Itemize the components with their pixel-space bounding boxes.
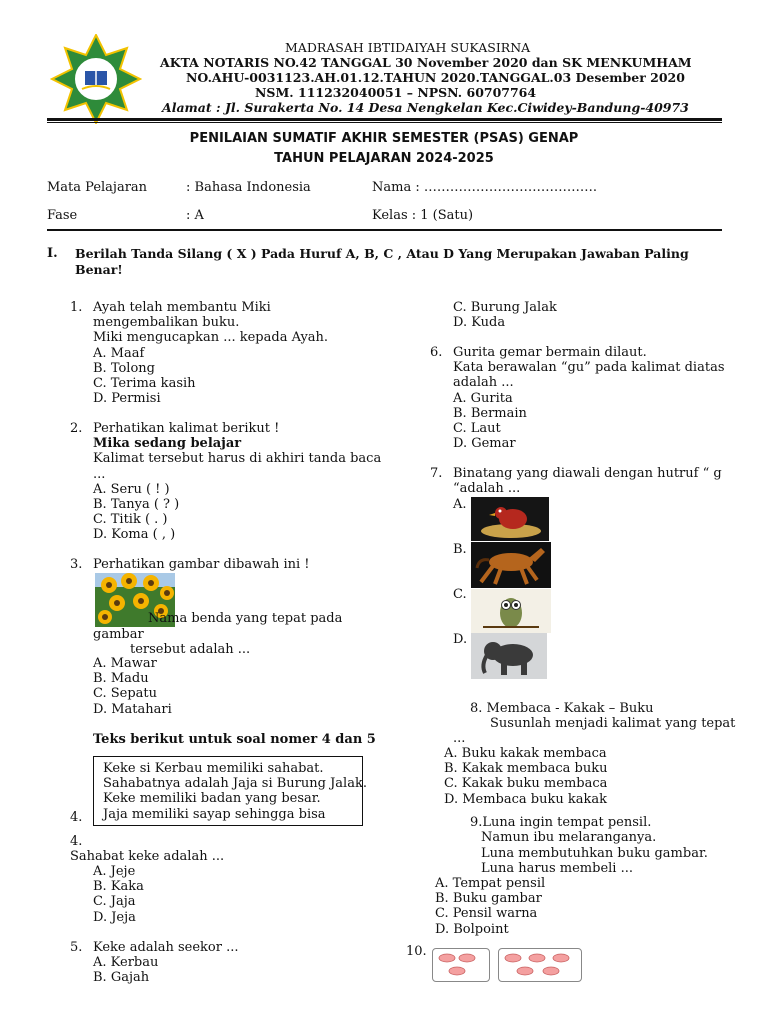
option-c[interactable]: C. Jaja — [93, 894, 136, 910]
question-5 — [70, 940, 239, 986]
question-number: 4. — [70, 810, 83, 825]
question-text: Ayah telah membantu Miki — [93, 300, 271, 315]
option-a[interactable]: A. Jeje — [93, 864, 136, 879]
reading-text-box — [93, 756, 367, 826]
question-text: Gurita gemar bermain dilaut. — [453, 345, 647, 360]
option-c[interactable]: C. Terima kasih — [93, 376, 196, 392]
option-b[interactable]: B. Madu — [93, 671, 149, 687]
option-c[interactable]: C. Pensil warna — [435, 906, 538, 922]
section-instruction: Berilah Tanda Silang ( X ) Pada Huruf A, B, C , Atau D Yang Merupakan Jawaban Paling — [75, 246, 689, 261]
question-number: 7. — [430, 466, 443, 481]
kelas-field: Kelas : 1 (Satu) — [372, 208, 474, 223]
example-sentence: Mika sedang belajar — [93, 436, 242, 452]
nsm-npsn: NSM. 111232040051 – NPSN. 60707764 — [255, 85, 537, 100]
option-c[interactable]: C. Sepatu — [93, 686, 158, 702]
question-text: Kata berawalan “gu” pada kalimat diatas — [453, 360, 725, 376]
option-a[interactable]: A. Tempat pensil — [435, 876, 546, 891]
bird-on-nest-icon — [471, 497, 549, 541]
question-text: ... — [93, 466, 106, 482]
mapel-label: Mata Pelajaran — [47, 180, 148, 195]
fase-value: : A — [186, 208, 204, 223]
question-text: ... — [453, 731, 466, 746]
option-c[interactable]: C. — [453, 587, 467, 602]
question-number: 5. — [70, 940, 83, 955]
question-text: “adalah ... — [453, 481, 521, 497]
question-3-options — [93, 656, 172, 717]
option-b[interactable]: B. Gajah — [93, 970, 150, 986]
option-b[interactable]: B. Tanya ( ? ) — [93, 497, 180, 513]
school-address: Alamat : Jl. Surakerta No. 14 Desa Nengkelan Kec.Ciwidey-Bandung-40973 — [162, 100, 689, 115]
akta-notaris: AKTA NOTARIS NO.42 TANGGAL 30 November 2020 dan SK MENKUMHAM — [160, 55, 692, 70]
option-a[interactable]: A. Mawar — [93, 656, 157, 671]
reading-line: Keke si Kerbau memiliki sahabat. — [103, 761, 324, 776]
question-text: adalah ... — [453, 375, 514, 391]
option-a[interactable]: A. Gurita — [453, 390, 513, 406]
option-a[interactable]: A. Maaf — [93, 345, 145, 361]
option-c[interactable]: C. Burung Jalak — [453, 300, 557, 315]
option-d[interactable]: D. Matahari — [93, 701, 172, 717]
question-9-options — [435, 876, 545, 937]
horse-icon — [471, 542, 551, 588]
question-text: Namun ibu melaranganya. — [481, 830, 657, 845]
school-logo — [50, 34, 142, 124]
question-number: 2. — [70, 421, 83, 436]
question-text: mengembalikan buku. — [93, 315, 240, 331]
question-text: Luna membutuhkan buku gambar. — [481, 846, 708, 861]
option-b[interactable]: B. Tolong — [93, 360, 155, 376]
option-a[interactable]: A. Kerbau — [93, 955, 159, 971]
option-b[interactable]: B. Kakak membaca buku — [444, 761, 608, 777]
question-9-text: 9.Luna ingin tempat pensil. — [470, 815, 652, 830]
question-3 — [70, 557, 310, 572]
option-b[interactable]: B. Kaka — [93, 879, 144, 895]
reading-line: Sahabatnya adalah Jaja si Burung Jalak. — [103, 776, 367, 792]
exam-year: TAHUN PELAJARAN 2024-2025 — [274, 151, 494, 166]
question-6 — [430, 345, 725, 451]
option-c[interactable]: C. Laut — [453, 421, 501, 437]
fase-label: Fase — [47, 208, 78, 223]
header-divider-thin — [47, 122, 722, 123]
option-b[interactable]: B. Bermain — [453, 405, 527, 421]
nama-field: Nama : …………………………………. — [372, 180, 597, 195]
question-2 — [70, 421, 381, 543]
question-number: 10. — [406, 944, 427, 959]
option-d[interactable]: D. Permisi — [93, 391, 161, 407]
question-text: Keke adalah seekor ... — [93, 940, 239, 955]
mapel-value: : Bahasa Indonesia — [186, 180, 311, 195]
elephant-icon — [471, 633, 547, 679]
option-b[interactable]: B. — [453, 542, 467, 557]
option-a[interactable]: A. Buku kakak membaca — [444, 746, 607, 761]
owl-icon — [471, 589, 551, 633]
option-c[interactable]: C. Titik ( . ) — [93, 512, 168, 528]
option-d[interactable]: D. Gemar — [453, 436, 516, 452]
question-1 — [70, 300, 328, 406]
option-d[interactable]: D. Membaca buku kakak — [444, 791, 608, 807]
option-d[interactable]: D. Kuda — [453, 315, 506, 331]
reading-line: Jaja memiliki sayap sehingga bisa — [103, 806, 326, 822]
question-text: Kalimat tersebut harus di akhiri tanda baca — [93, 451, 382, 467]
option-d[interactable]: D. Jeja — [93, 909, 136, 925]
option-d[interactable]: D. Bolpoint — [435, 921, 509, 937]
question-text: Binatang yang diawali dengan hutruf “ g — [453, 466, 722, 481]
question-text: Luna harus membeli ... — [481, 861, 633, 876]
candy-group-icon — [498, 948, 582, 982]
exam-title: PENILAIAN SUMATIF AKHIR SEMESTER (PSAS) GENAP — [189, 131, 579, 146]
question-text: Sahabat keke adalah ... — [70, 849, 225, 864]
question-text: gambar — [93, 627, 144, 642]
question-number: 4. — [70, 834, 83, 849]
question-text: Miki mengucapkan ... kepada Ayah. — [93, 330, 329, 346]
option-d[interactable]: D. — [453, 632, 468, 647]
question-7 — [430, 466, 722, 496]
question-4-options — [93, 864, 144, 925]
question-5-options-cont — [453, 300, 557, 330]
option-a[interactable]: A. — [453, 497, 467, 512]
candy-group-icon — [432, 948, 490, 982]
question-text: Perhatikan kalimat berikut ! — [93, 421, 280, 436]
question-text: Perhatikan gambar dibawah ini ! — [93, 557, 310, 572]
no-ahu: NO.AHU-0031123.AH.01.12.TAHUN 2020.TANGGAL.03 Desember 2020 — [186, 70, 685, 85]
question-number: 3. — [70, 557, 83, 572]
question-number: 1. — [70, 300, 83, 315]
option-c[interactable]: C. Kakak buku membaca — [444, 776, 608, 792]
question-8-text: 8. Membaca - Kakak – Buku — [470, 701, 654, 716]
header-divider — [47, 118, 722, 121]
info-divider — [47, 229, 722, 231]
option-d[interactable]: D. Koma ( , ) — [93, 527, 176, 543]
school-name: MADRASAH IBTIDAIYAH SUKASIRNA — [285, 40, 531, 55]
reading-line: Keke memiliki badan yang besar. — [103, 791, 321, 807]
section-instruction-cont: Benar! — [75, 262, 123, 277]
section-number: I. — [47, 246, 58, 261]
question-8-options — [444, 746, 607, 807]
reading-heading: Teks berikut untuk soal nomer 4 dan 5 — [93, 732, 376, 747]
option-a[interactable]: A. Seru ( ! ) — [93, 481, 170, 497]
question-number: 6. — [430, 345, 443, 360]
question-text: Nama benda yang tepat pada — [148, 611, 343, 626]
option-b[interactable]: B. Buku gambar — [435, 891, 542, 907]
question-text: tersebut adalah ... — [130, 642, 251, 657]
question-text: Susunlah menjadi kalimat yang tepat — [490, 716, 736, 731]
